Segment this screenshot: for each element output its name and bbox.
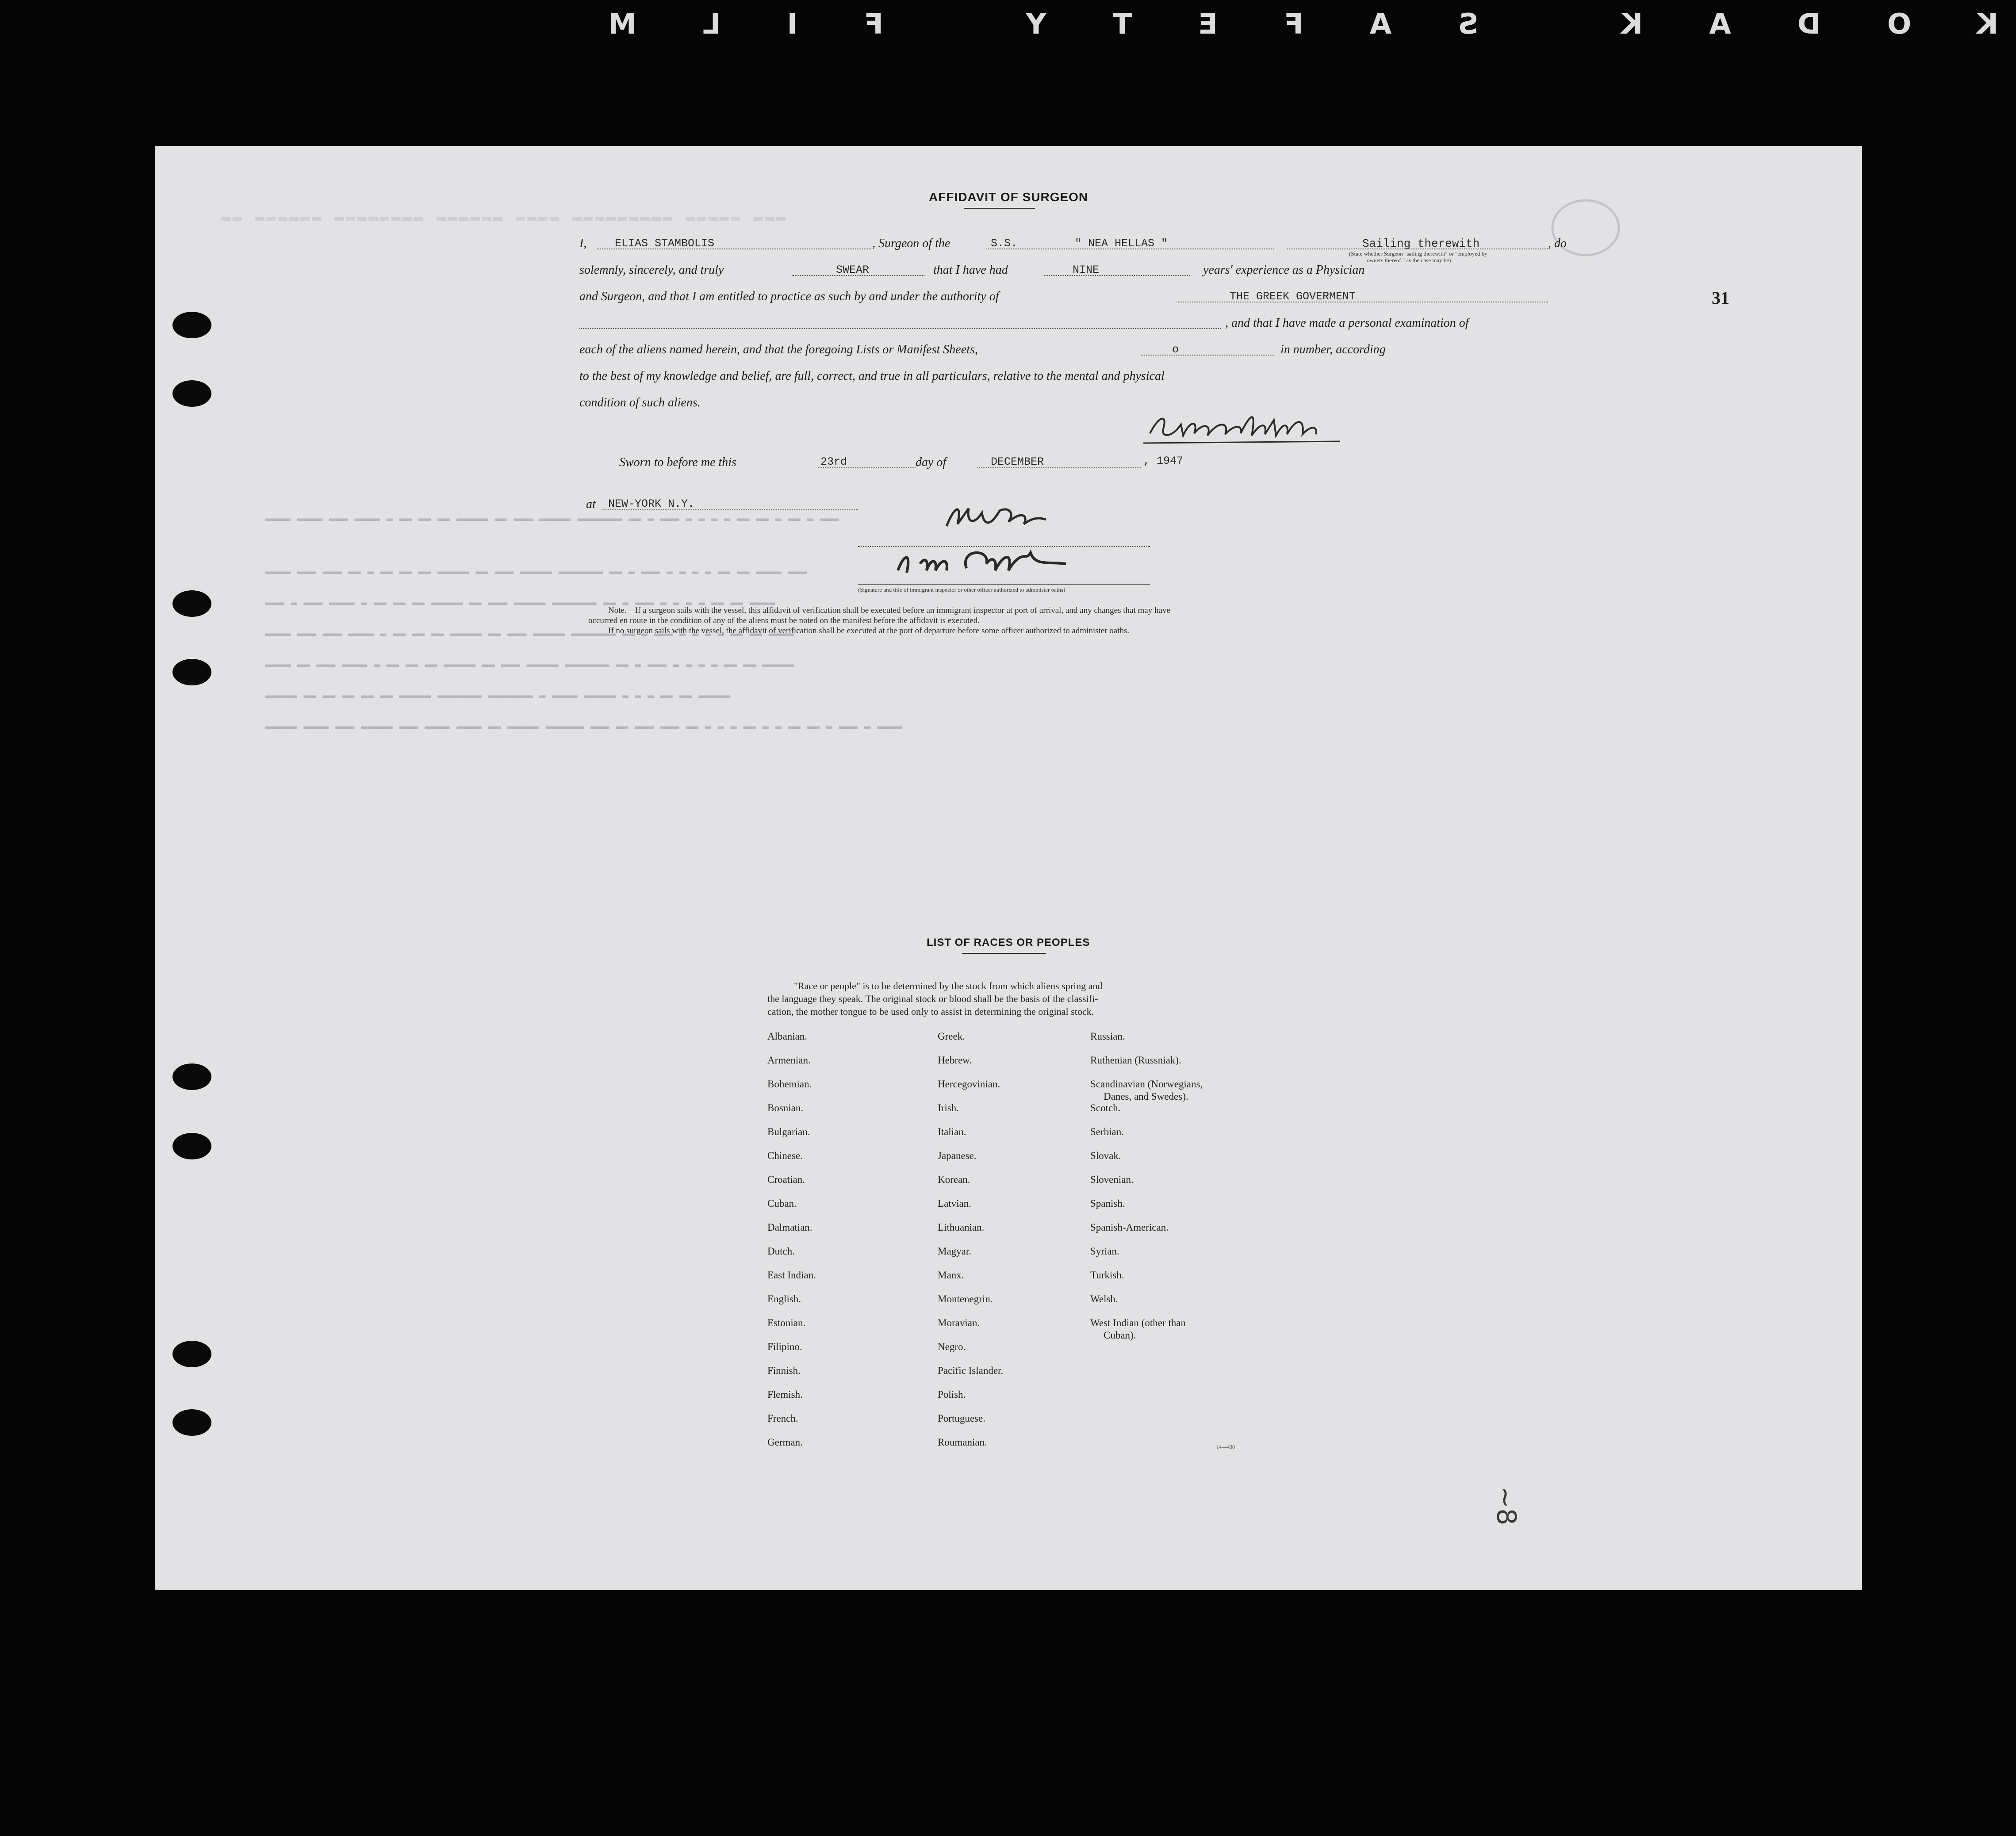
- text-in-number: in number, according: [1280, 343, 1386, 356]
- race-item: Hebrew.: [938, 1055, 972, 1066]
- race-item: Croatian.: [767, 1174, 805, 1185]
- race-item: Syrian.: [1090, 1246, 1119, 1257]
- race-item: Magyar.: [938, 1246, 972, 1257]
- sailing-status: Sailing therewith: [1362, 237, 1480, 250]
- text-each-of-the-aliens: each of the aliens named herein, and that the foregoing Lists or Manifest Sheets,: [579, 343, 978, 356]
- note-line-2: occurred en route in the condition of any of the aliens must be noted on the manifest before the affidavit is executed.: [588, 616, 980, 625]
- races-intro-line: "Race or people" is to be determined by the stock from which aliens spring and: [794, 980, 1103, 991]
- punch-hole: [172, 380, 211, 407]
- title-underline: [962, 953, 1046, 954]
- race-item: German.: [767, 1437, 803, 1448]
- text-at: at: [586, 497, 596, 511]
- bleed-through-text: ▬▬▬▬ ▬▬▬▬ ▬▬▬ ▬▬▬▬ ▬ ▬▬ ▬▬ ▬▬ ▬▬▬▬▬ ▬▬ ▬▬▬ ▬▬▬▬▬ ▬▬▬▬▬▬▬ ▬▬ ▬ ▬▬▬ ▬ ▬ ▬ ▬ ▬▬ ▬▬ ▬ ▬▬ ▬ ▬▬▬: [265, 513, 839, 525]
- race-item: West Indian (other than: [1090, 1317, 1186, 1328]
- text-personal-examination: , and that I have made a personal examination of: [1225, 316, 1469, 330]
- text-day-of: day of: [916, 455, 947, 469]
- page-number: 31: [1712, 288, 1729, 308]
- race-item: Welsh.: [1090, 1293, 1118, 1304]
- faded-stamp-icon: [1548, 195, 1623, 261]
- race-item: Russian.: [1090, 1031, 1125, 1042]
- race-item: Lithuanian.: [938, 1222, 985, 1233]
- pencil-mark: ~8: [1489, 1485, 1522, 1526]
- inspector-caption: (Signature and title of immigrant inspector or other officer authorized to administer oaths): [858, 586, 1065, 593]
- punch-hole: [172, 659, 211, 685]
- race-item: Spanish.: [1090, 1198, 1125, 1209]
- text-best-of-knowledge: to the best of my knowledge and belief, are full, correct, and true in all particulars, relative to the mental and physical: [579, 369, 1165, 383]
- race-item: French.: [767, 1413, 798, 1424]
- bleed-through-text: ▬▬▬▬ ▬▬▬ ▬▬▬ ▬▬ ▬ ▬▬ ▬▬ ▬▬ ▬▬▬▬▬ ▬▬ ▬▬▬ ▬▬▬▬▬ ▬▬▬▬▬▬▬ ▬▬ ▬ ▬▬▬ ▬ ▬ ▬ ▬ ▬▬ ▬▬ ▬▬▬▬ ▬▬▬: [265, 566, 807, 578]
- text-i: I,: [579, 237, 587, 250]
- sworn-month: DECEMBER: [991, 455, 1044, 468]
- race-item: Estonian.: [767, 1317, 806, 1328]
- sworn-place: NEW-YORK N.Y.: [608, 497, 695, 510]
- text-sworn: Sworn to before me this: [619, 455, 736, 469]
- inspector-signature-top: [942, 500, 1075, 535]
- race-item: Turkish.: [1090, 1270, 1124, 1281]
- race-item: Spanish-American.: [1090, 1222, 1169, 1233]
- text-surgeon-of: , Surgeon of the: [872, 237, 951, 250]
- race-item: Irish.: [938, 1102, 959, 1113]
- race-item: Flemish.: [767, 1389, 803, 1400]
- race-item: Dutch.: [767, 1246, 795, 1257]
- race-item: Bulgarian.: [767, 1126, 810, 1137]
- punch-hole: [172, 590, 211, 617]
- races-title: LIST OF RACES OR PEOPLES: [927, 937, 1090, 949]
- races-intro: [767, 979, 1276, 1018]
- races-intro-line: the language they speak. The original stock or blood shall be the basis of the classifi-: [767, 993, 1098, 1004]
- race-item: Greek.: [938, 1031, 965, 1042]
- bleed-through-text: ▬▬▬▬ ▬▬▬ ▬▬▬ ▬▬▬▬ ▬ ▬▬ ▬▬ ▬▬ ▬▬▬▬▬ ▬▬ ▬▬▬ ▬▬▬▬▬ ▬▬▬▬▬▬▬ ▬▬ ▬ ▬▬▬ ▬ ▬ ▬ ▬ ▬▬ ▬▬ ▬▬▬▬: [265, 628, 794, 640]
- race-item: Moravian.: [938, 1317, 980, 1328]
- race-item: Italian.: [938, 1126, 966, 1137]
- note-line-3: If no surgeon sails with the vessel, the affidavit of verification shall be executed at the port of departure before some officer authorized to administer oaths.: [608, 626, 1130, 635]
- surgeon-signature: [1141, 402, 1345, 451]
- inspector-signature-bottom: [889, 539, 1075, 584]
- blank-line: [1044, 275, 1190, 276]
- sworn-year: , 1947: [1143, 455, 1184, 467]
- race-item: Slovak.: [1090, 1150, 1121, 1161]
- race-item: Manx.: [938, 1270, 964, 1281]
- race-item: Slovenian.: [1090, 1174, 1134, 1185]
- text-condition: condition of such aliens.: [579, 396, 701, 409]
- blank-line: [1141, 355, 1274, 356]
- sheet-count: o: [1172, 343, 1179, 356]
- bleed-through-text: ▬▬▬▬▬ ▬▬ ▬▬ ▬▬ ▬▬ ▬▬ ▬▬▬▬▬ ▬▬▬▬▬▬▬ ▬▬▬▬▬▬▬ ▬ ▬▬▬▬ ▬▬▬▬▬ ▬ ▬ ▬ ▬▬ ▬▬ ▬▬▬▬▬: [265, 690, 731, 702]
- race-item: Hercegovinian.: [938, 1079, 1000, 1090]
- race-item: Danes, and Swedes).: [1104, 1091, 1188, 1102]
- race-item: Negro.: [938, 1341, 966, 1352]
- bleed-through-text: ▬▬▬ ▬ ▬▬▬ ▬▬▬▬ ▬ ▬▬ ▬▬ ▬▬ ▬▬▬▬▬ ▬▬ ▬▬▬ ▬▬▬▬▬ ▬▬▬▬▬▬▬ ▬▬ ▬ ▬▬▬ ▬ ▬ ▬ ▬ ▬▬ ▬▬ ▬▬▬▬: [265, 597, 775, 609]
- punch-hole: [172, 312, 211, 338]
- race-item: Latvian.: [938, 1198, 971, 1209]
- race-item: Cuban).: [1104, 1330, 1136, 1341]
- race-item: Albanian.: [767, 1031, 808, 1042]
- bleed-through-text: ▬▬▬▬▬ ▬▬▬▬ ▬▬▬ ▬▬▬▬▬ ▬▬▬ ▬▬▬▬ ▬▬▬▬ ▬▬ ▬▬▬▬▬ ▬▬▬▬▬▬ ▬▬▬ ▬▬ ▬▬▬ ▬▬▬ ▬▬ ▬ ▬ ▬ ▬▬ ▬ ▬ ▬▬ ▬▬ ▬ ▬▬▬ ▬ ▬▬▬▬: [265, 721, 903, 733]
- sworn-day: 23rd: [820, 455, 847, 468]
- text-and-surgeon: and Surgeon, and that I am entitled to practice as such by and under the authority of: [579, 290, 999, 303]
- sailing-note: [1349, 250, 1487, 264]
- race-item: Finnish.: [767, 1365, 801, 1376]
- punch-hole: [172, 1063, 211, 1090]
- ship-prefix: S.S.: [991, 237, 1018, 250]
- title-underline: [964, 208, 1035, 209]
- race-item: Montenegrin.: [938, 1293, 993, 1304]
- race-item: East Indian.: [767, 1270, 816, 1281]
- race-item: Portuguese.: [938, 1413, 985, 1424]
- signature-line: [858, 584, 1150, 585]
- race-item: Dalmatian.: [767, 1222, 813, 1233]
- race-item: Scotch.: [1090, 1102, 1121, 1113]
- punch-hole: [172, 1341, 211, 1367]
- form-number: 14—430: [1216, 1444, 1235, 1450]
- affidavit-title: AFFIDAVIT OF SURGEON: [929, 190, 1088, 204]
- race-item: Polish.: [938, 1389, 966, 1400]
- text-years-experience: years' experience as a Physician: [1203, 263, 1365, 277]
- race-item: Chinese.: [767, 1150, 803, 1161]
- surgeon-name: ELIAS STAMBOLIS: [615, 237, 715, 250]
- film-edge-marking: KODAK SAFETY FILM: [542, 8, 1998, 41]
- text-that-i-have-had: that I have had: [933, 263, 1008, 277]
- race-item: Pacific Islander.: [938, 1365, 1004, 1376]
- note-line-1: Note.—If a surgeon sails with the vessel, this affidavit of verification shall be executed before an immigrant inspector at port of arrival, and any changes that may have: [608, 606, 1170, 615]
- race-item: Japanese.: [938, 1150, 977, 1161]
- races-intro-line: cation, the mother tongue to be used only to assist in determining the original stock.: [767, 1006, 1094, 1017]
- race-item: English.: [767, 1293, 801, 1304]
- licensing-authority: THE GREEK GOVERMENT: [1230, 290, 1356, 303]
- text-do: , do: [1548, 237, 1567, 250]
- race-item: Scandinavian (Norwegians,: [1090, 1079, 1203, 1090]
- sailing-note-line: owners thereof," as the case may be): [1367, 257, 1451, 264]
- sailing-note-line: (State whether Surgeon "sailing therewith" or "employed by: [1349, 250, 1487, 257]
- blank-line: [579, 328, 1221, 329]
- oath-type: SWEAR: [836, 264, 870, 276]
- race-item: Roumanian.: [938, 1437, 987, 1448]
- punch-hole: [172, 1133, 211, 1159]
- document-page: [155, 146, 1862, 1590]
- ship-name: " NEA HELLAS ": [1075, 237, 1168, 250]
- race-item: Bohemian.: [767, 1079, 812, 1090]
- race-item: Korean.: [938, 1174, 970, 1185]
- punch-hole: [172, 1409, 211, 1436]
- race-item: Bosnian.: [767, 1102, 804, 1113]
- race-item: Filipino.: [767, 1341, 802, 1352]
- years-experience: NINE: [1073, 264, 1100, 276]
- race-item: Cuban.: [767, 1198, 797, 1209]
- bleed-through-text: ▬▬ ▬▬▬▬▬▬ ▬▬▬▬▬▬▬▬ ▬▬▬▬▬▬ ▬▬▬▬ ▬▬▬▬▬▬▬▬▬ ▬▬▬▬▬ ▬▬▬: [221, 208, 788, 226]
- bleed-through-text: ▬▬▬▬ ▬▬ ▬▬▬ ▬▬▬▬ ▬ ▬▬ ▬▬ ▬▬ ▬▬▬▬▬ ▬▬ ▬▬▬ ▬▬▬▬▬ ▬▬▬▬▬▬▬ ▬▬ ▬ ▬▬▬ ▬ ▬ ▬ ▬ ▬▬ ▬▬ ▬▬▬▬▬: [265, 659, 794, 671]
- race-item: Ruthenian (Russniak).: [1090, 1055, 1181, 1066]
- race-item: Serbian.: [1090, 1126, 1124, 1137]
- text-solemnly: solemnly, sincerely, and truly: [579, 263, 724, 277]
- race-item: Armenian.: [767, 1055, 811, 1066]
